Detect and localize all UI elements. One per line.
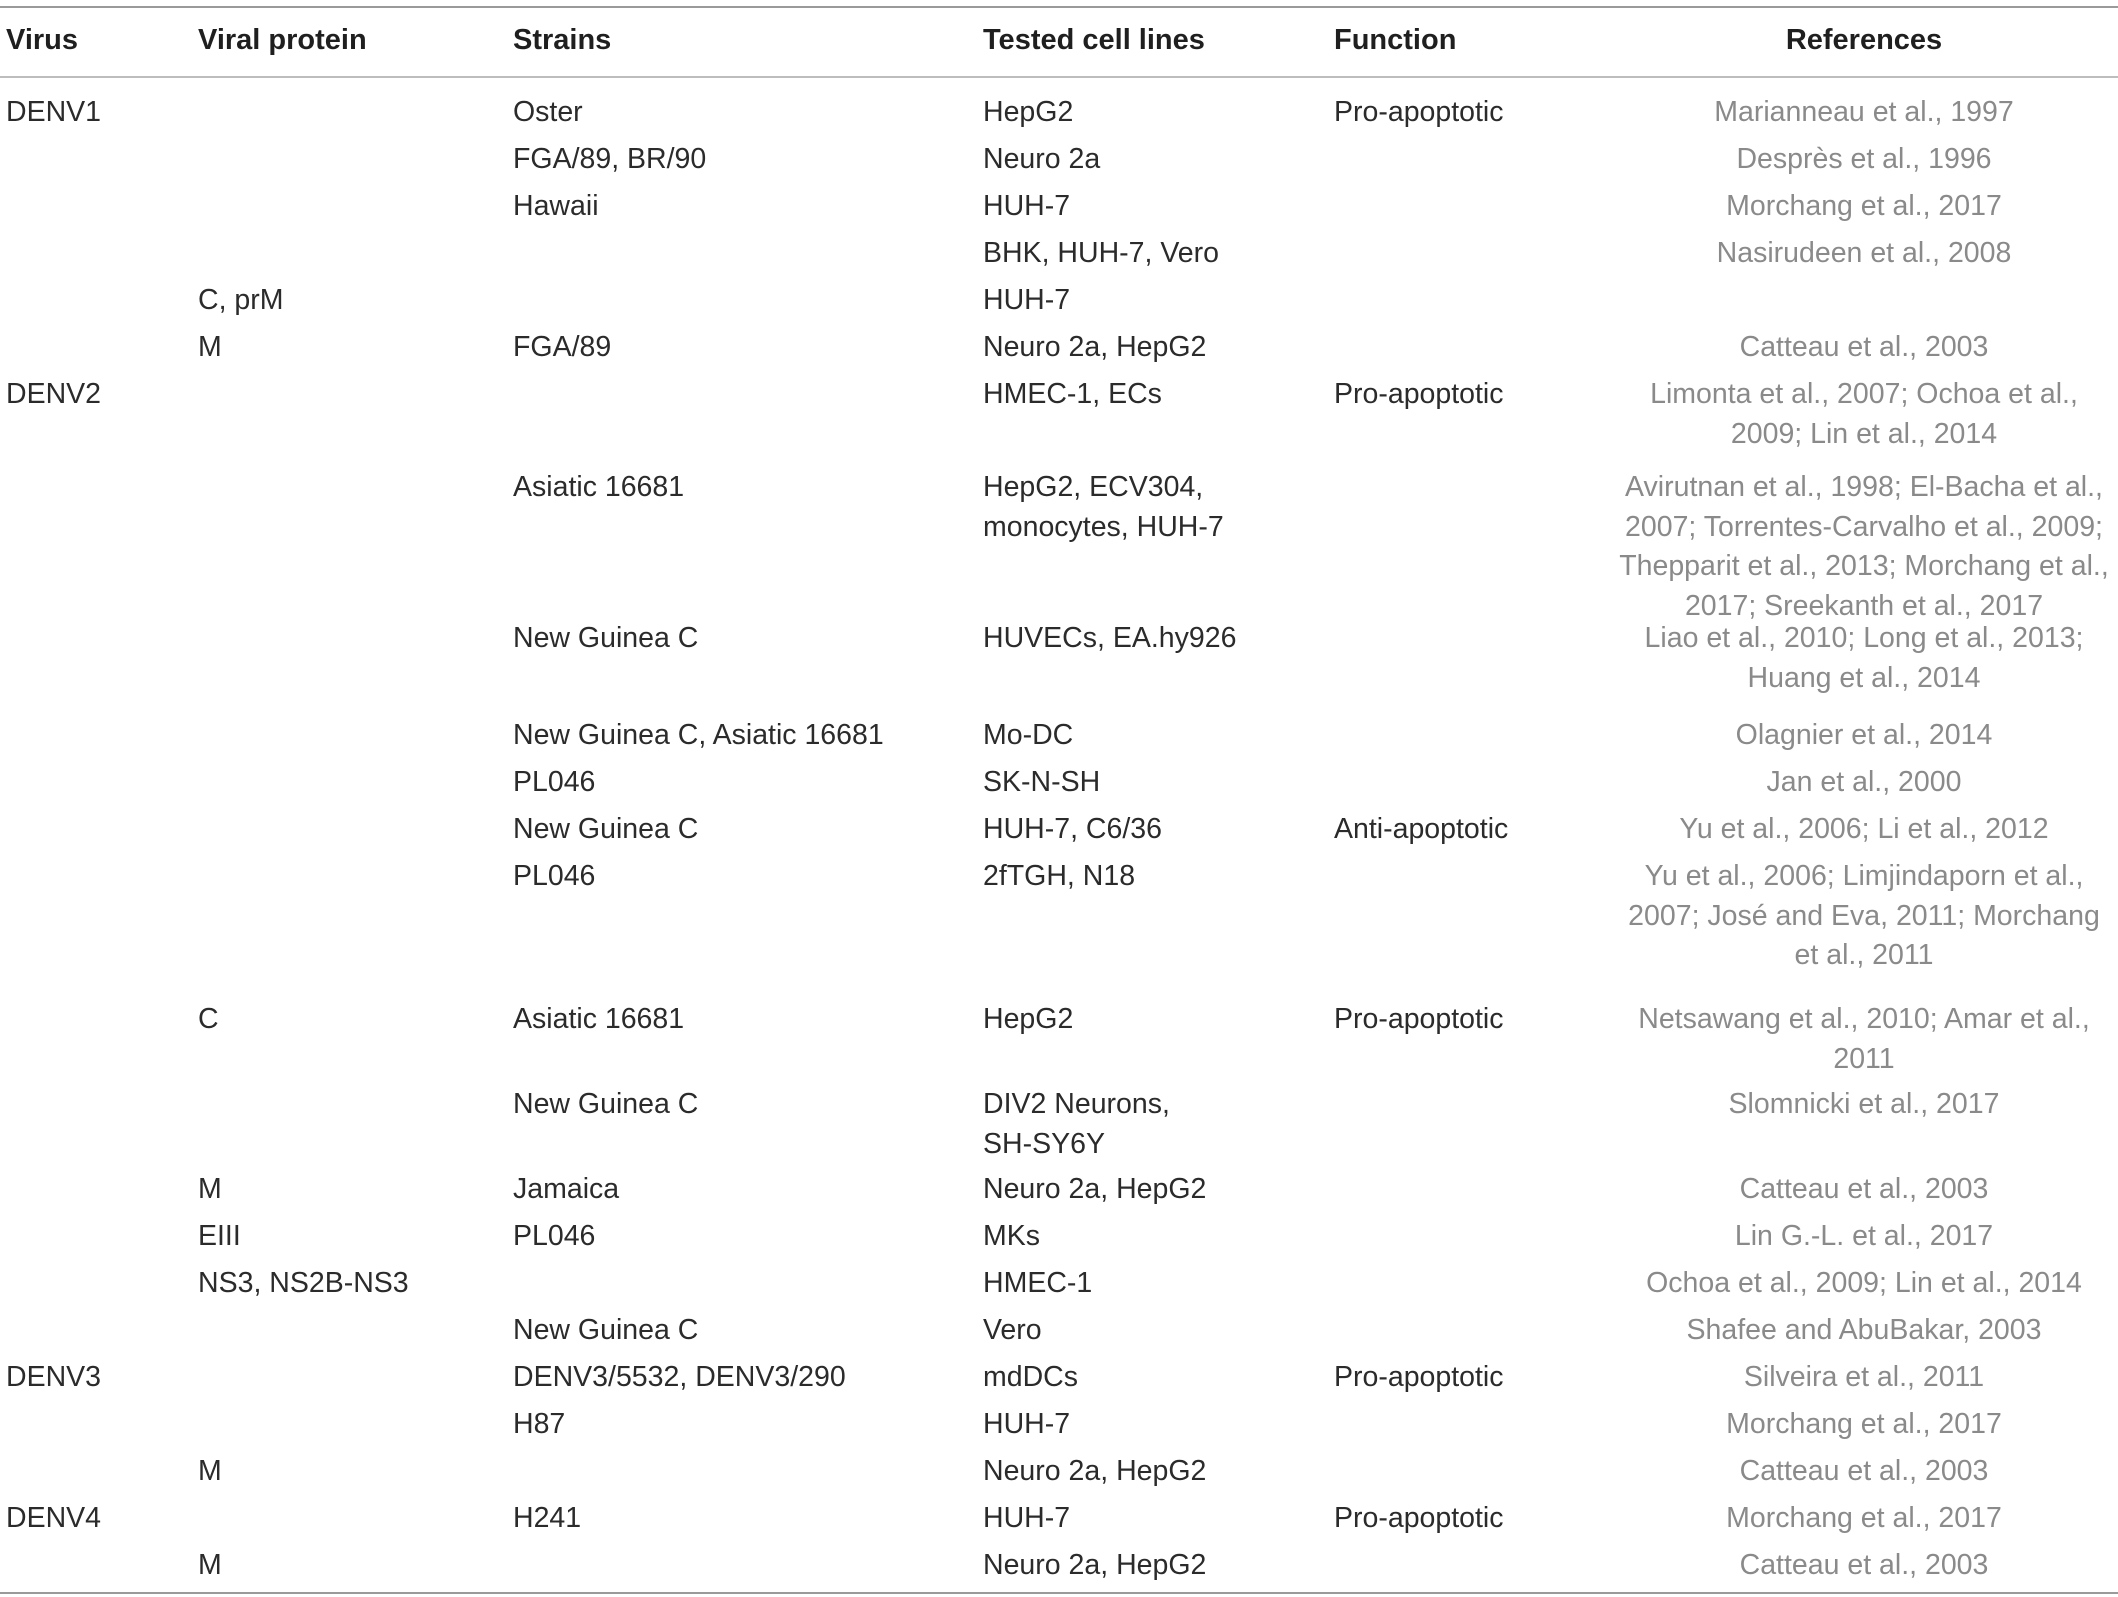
header-strains: Strains bbox=[513, 24, 612, 56]
cell-tested-cell-lines: SK-N-SH bbox=[983, 766, 1101, 798]
cell-tested-cell-lines: HUH-7 bbox=[983, 1502, 1071, 1534]
cell-strain: New Guinea C bbox=[513, 1314, 699, 1346]
cell-references: Limonta et al., 2007; Ochoa et al., 2009; Lin et al., 2014 bbox=[1650, 378, 2078, 450]
cell-virus: DENV2 bbox=[6, 378, 102, 410]
cell-references: Ochoa et al., 2009; Lin et al., 2014 bbox=[1646, 1267, 2082, 1299]
table-bottom-rule bbox=[0, 1592, 2118, 1594]
cell-tested-cell-lines: HMEC-1 bbox=[983, 1267, 1093, 1299]
cell-strain: FGA/89 bbox=[513, 331, 612, 363]
cell-viral-protein: M bbox=[198, 331, 222, 363]
cell-strain: Hawaii bbox=[513, 190, 599, 222]
cell-references: Jan et al., 2000 bbox=[1766, 766, 1962, 798]
cell-references: Nasirudeen et al., 2008 bbox=[1716, 237, 2012, 269]
cell-tested-cell-lines: HMEC-1, ECs bbox=[983, 378, 1162, 410]
cell-references: Lin G.-L. et al., 2017 bbox=[1734, 1220, 1994, 1252]
cell-strain: Asiatic 16681 bbox=[513, 1003, 685, 1035]
cell-references: Morchang et al., 2017 bbox=[1726, 1408, 2002, 1440]
table-top-rule bbox=[0, 6, 2118, 8]
cell-references: Morchang et al., 2017 bbox=[1726, 1502, 2002, 1534]
cell-references: Desprès et al., 1996 bbox=[1736, 143, 1992, 175]
cell-references: Morchang et al., 2017 bbox=[1726, 190, 2002, 222]
cell-tested-cell-lines: Neuro 2a, HepG2 bbox=[983, 1455, 1207, 1487]
cell-strain: H241 bbox=[513, 1502, 582, 1534]
cell-tested-cell-lines: Neuro 2a bbox=[983, 143, 1101, 175]
cell-function: Pro-apoptotic bbox=[1334, 378, 1504, 410]
cell-tested-cell-lines: Mo-DC bbox=[983, 719, 1074, 751]
cell-function: Pro-apoptotic bbox=[1334, 1003, 1504, 1035]
cell-references: Slomnicki et al., 2017 bbox=[1728, 1088, 2000, 1120]
cell-references: Catteau et al., 2003 bbox=[1739, 331, 1989, 363]
cell-references: Yu et al., 2006; Li et al., 2012 bbox=[1679, 813, 2049, 845]
header-virus: Virus bbox=[6, 24, 79, 56]
cell-viral-protein: C bbox=[198, 1003, 219, 1035]
cell-tested-cell-lines: HepG2 bbox=[983, 1003, 1074, 1035]
cell-tested-cell-lines: HUH-7, C6/36 bbox=[983, 813, 1162, 845]
cell-strain: New Guinea C bbox=[513, 813, 699, 845]
cell-references: Silveira et al., 2011 bbox=[1743, 1361, 1985, 1393]
cell-references: Olagnier et al., 2014 bbox=[1735, 719, 1993, 751]
cell-function: Pro-apoptotic bbox=[1334, 1502, 1504, 1534]
cell-references: Shafee and AbuBakar, 2003 bbox=[1686, 1314, 2042, 1346]
cell-viral-protein: NS3, NS2B-NS3 bbox=[198, 1267, 409, 1299]
cell-references: Netsawang et al., 2010; Amar et al., 2011 bbox=[1638, 1003, 2090, 1075]
cell-strain: DENV3/5532, DENV3/290 bbox=[513, 1361, 846, 1393]
cell-references: Catteau et al., 2003 bbox=[1739, 1549, 1989, 1581]
cell-references: Marianneau et al., 1997 bbox=[1714, 96, 2014, 128]
header-references: References bbox=[1785, 24, 1943, 56]
cell-strain: PL046 bbox=[513, 766, 596, 798]
cell-viral-protein: M bbox=[198, 1549, 222, 1581]
cell-strain: New Guinea C, Asiatic 16681 bbox=[513, 719, 884, 751]
cell-strain: New Guinea C bbox=[513, 622, 699, 654]
cell-virus: DENV1 bbox=[6, 96, 102, 128]
cell-tested-cell-lines: MKs bbox=[983, 1220, 1040, 1252]
cell-strain: Jamaica bbox=[513, 1173, 620, 1205]
cell-tested-cell-lines: HUH-7 bbox=[983, 284, 1071, 316]
cell-tested-cell-lines: HUH-7 bbox=[983, 1408, 1071, 1440]
header-function: Function bbox=[1334, 24, 1457, 56]
cell-tested-cell-lines: DIV2 Neurons, SH-SY6Y bbox=[983, 1088, 1170, 1160]
cell-tested-cell-lines: HepG2 bbox=[983, 96, 1074, 128]
cell-tested-cell-lines: Neuro 2a, HepG2 bbox=[983, 331, 1207, 363]
cell-tested-cell-lines: 2fTGH, N18 bbox=[983, 860, 1136, 892]
cell-strain: PL046 bbox=[513, 860, 596, 892]
cell-tested-cell-lines: mdDCs bbox=[983, 1361, 1079, 1393]
cell-references: Catteau et al., 2003 bbox=[1739, 1455, 1989, 1487]
table-header-rule bbox=[0, 76, 2118, 78]
cell-tested-cell-lines: HUVECs, EA.hy926 bbox=[983, 622, 1237, 654]
cell-references: Yu et al., 2006; Limjindaporn et al., 2007; José and Eva, 2011; Morchang et al., 2011 bbox=[1628, 860, 2100, 971]
cell-viral-protein: EIII bbox=[198, 1220, 241, 1252]
cell-references: Avirutnan et al., 1998; El-Bacha et al., 2007; Torrentes-Carvalho et al., 2009; Thepparit et al., 2013; Morchang et al., 2017; Sreekanth et al., 2017 bbox=[1619, 471, 2109, 622]
cell-strain: New Guinea C bbox=[513, 1088, 699, 1120]
cell-function: Pro-apoptotic bbox=[1334, 1361, 1504, 1393]
cell-strain: H87 bbox=[513, 1408, 566, 1440]
header-viral-protein: Viral protein bbox=[198, 24, 367, 56]
cell-virus: DENV4 bbox=[6, 1502, 102, 1534]
cell-references: Catteau et al., 2003 bbox=[1739, 1173, 1989, 1205]
cell-viral-protein: M bbox=[198, 1455, 222, 1487]
cell-function: Pro-apoptotic bbox=[1334, 96, 1504, 128]
cell-tested-cell-lines: HepG2, ECV304, monocytes, HUH-7 bbox=[983, 471, 1224, 543]
cell-tested-cell-lines: Neuro 2a, HepG2 bbox=[983, 1173, 1207, 1205]
cell-tested-cell-lines: BHK, HUH-7, Vero bbox=[983, 237, 1219, 269]
cell-strain: FGA/89, BR/90 bbox=[513, 143, 707, 175]
header-tested-cell-lines: Tested cell lines bbox=[983, 24, 1205, 56]
cell-strain: Oster bbox=[513, 96, 583, 128]
cell-viral-protein: M bbox=[198, 1173, 222, 1205]
cell-references: Liao et al., 2010; Long et al., 2013; Huang et al., 2014 bbox=[1644, 622, 2084, 694]
cell-strain: PL046 bbox=[513, 1220, 596, 1252]
cell-tested-cell-lines: Vero bbox=[983, 1314, 1042, 1346]
cell-virus: DENV3 bbox=[6, 1361, 102, 1393]
cell-tested-cell-lines: Neuro 2a, HepG2 bbox=[983, 1549, 1207, 1581]
cell-strain: Asiatic 16681 bbox=[513, 471, 685, 503]
cell-tested-cell-lines: HUH-7 bbox=[983, 190, 1071, 222]
cell-function: Anti-apoptotic bbox=[1334, 813, 1509, 845]
cell-viral-protein: C, prM bbox=[198, 284, 284, 316]
